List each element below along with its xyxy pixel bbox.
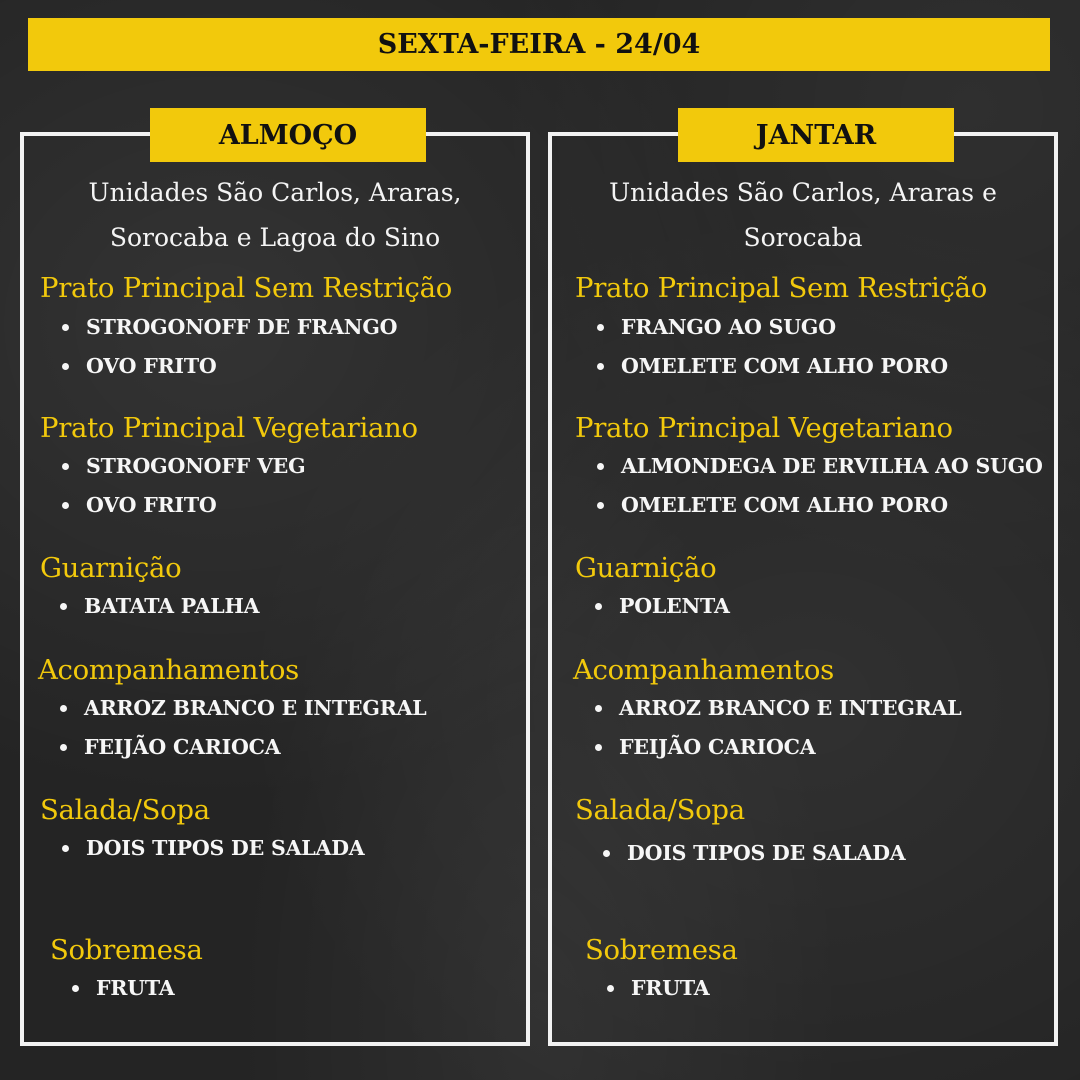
dinner-dessert-list bbox=[605, 976, 710, 1015]
dinner-units bbox=[552, 170, 1054, 260]
lunch-panel bbox=[20, 119, 530, 1046]
list-item: STROGONOFF VEG bbox=[60, 454, 305, 493]
list-item: FEIJÃO CARIOCA bbox=[58, 735, 427, 774]
dinner-main-dish-list bbox=[595, 315, 948, 393]
list-item: OVO FRITO bbox=[60, 354, 397, 393]
lunch-salad-title: Salada/Sopa bbox=[40, 794, 210, 826]
list-item: OVO FRITO bbox=[60, 493, 305, 532]
dinner-tag: JANTAR bbox=[678, 108, 954, 162]
dinner-accompaniments-list bbox=[593, 696, 962, 774]
list-item: FRUTA bbox=[70, 976, 175, 1015]
list-item: FRUTA bbox=[605, 976, 710, 1015]
lunch-side-list bbox=[58, 594, 259, 633]
lunch-side-title: Guarnição bbox=[40, 552, 182, 584]
dinner-vegetarian-list bbox=[595, 454, 1043, 532]
lunch-vegetarian-title: Prato Principal Vegetariano bbox=[40, 412, 418, 444]
list-item: STROGONOFF DE FRANGO bbox=[60, 315, 397, 354]
list-item: FEIJÃO CARIOCA bbox=[593, 735, 962, 774]
dinner-side-list bbox=[593, 594, 730, 633]
list-item: BATATA PALHA bbox=[58, 594, 259, 633]
dinner-accompaniments-title: Acompanhamentos bbox=[573, 654, 834, 686]
lunch-main-dish-title: Prato Principal Sem Restrição bbox=[40, 272, 452, 304]
dinner-dessert-title: Sobremesa bbox=[585, 934, 738, 966]
list-item: FRANGO AO SUGO bbox=[595, 315, 948, 354]
dinner-side-title: Guarnição bbox=[575, 552, 717, 584]
lunch-main-dish-list bbox=[60, 315, 397, 393]
list-item: ALMONDEGA DE ERVILHA AO SUGO bbox=[595, 454, 1043, 493]
lunch-dessert-list bbox=[70, 976, 175, 1015]
dinner-main-dish-title: Prato Principal Sem Restrição bbox=[575, 272, 987, 304]
day-banner bbox=[28, 18, 1050, 71]
list-item: OMELETE COM ALHO PORO bbox=[595, 493, 1043, 532]
list-item: OMELETE COM ALHO PORO bbox=[595, 354, 948, 393]
lunch-units bbox=[24, 170, 526, 260]
lunch-tag: ALMOÇO bbox=[150, 108, 426, 162]
dinner-salad-list bbox=[601, 841, 905, 880]
lunch-vegetarian-list bbox=[60, 454, 305, 532]
list-item: POLENTA bbox=[593, 594, 730, 633]
dinner-units-line2: Sorocaba bbox=[743, 223, 863, 252]
lunch-accompaniments-title: Acompanhamentos bbox=[38, 654, 299, 686]
day-title: SEXTA-FEIRA - 24/04 bbox=[377, 29, 701, 60]
lunch-units-line2: Sorocaba e Lagoa do Sino bbox=[109, 223, 441, 252]
lunch-units-line1: Unidades São Carlos, Araras, bbox=[88, 178, 462, 207]
dinner-units-line1: Unidades São Carlos, Araras e bbox=[609, 178, 997, 207]
lunch-dessert-title: Sobremesa bbox=[50, 934, 203, 966]
lunch-salad-list bbox=[60, 836, 364, 875]
list-item: DOIS TIPOS DE SALADA bbox=[601, 841, 905, 880]
list-item: ARROZ BRANCO E INTEGRAL bbox=[58, 696, 427, 735]
lunch-accompaniments-list bbox=[58, 696, 427, 774]
list-item: DOIS TIPOS DE SALADA bbox=[60, 836, 364, 875]
dinner-salad-title: Salada/Sopa bbox=[575, 794, 745, 826]
dinner-panel bbox=[548, 119, 1058, 1046]
dinner-vegetarian-title: Prato Principal Vegetariano bbox=[575, 412, 953, 444]
list-item: ARROZ BRANCO E INTEGRAL bbox=[593, 696, 962, 735]
